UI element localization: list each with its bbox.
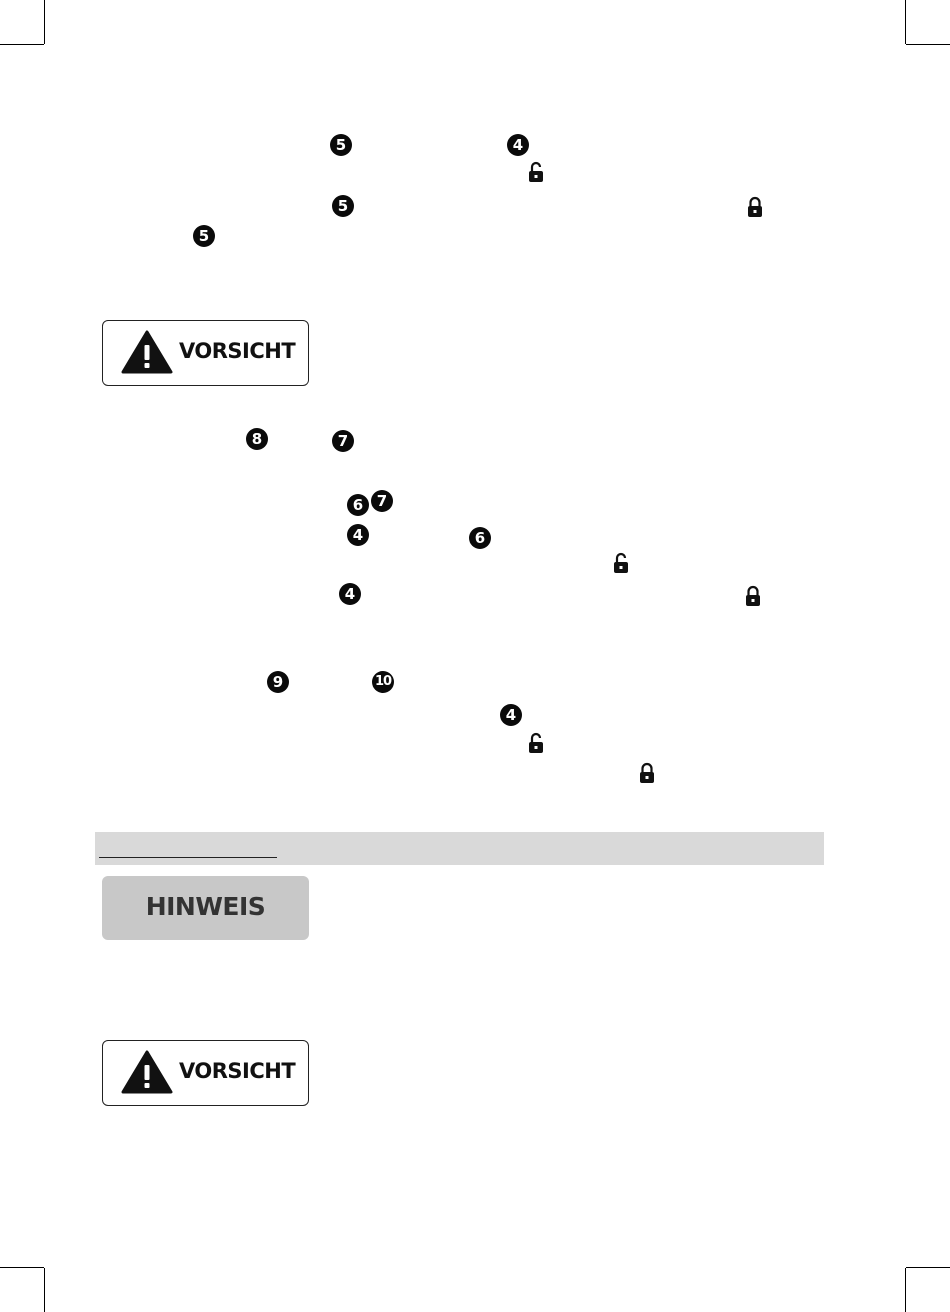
note-label: HINWEIS: [145, 892, 266, 921]
note-callout: [102, 876, 309, 940]
step-number-badge: 5: [330, 134, 352, 156]
crop-mark: [905, 0, 906, 44]
crop-mark: [0, 1267, 44, 1268]
caution-callout: [102, 320, 309, 386]
crop-mark: [906, 44, 950, 45]
lock-open-icon: [613, 552, 629, 574]
warning-triangle-icon: [121, 329, 173, 375]
crop-mark: [44, 0, 45, 44]
step-number-badge: 4: [500, 704, 522, 726]
lock-open-icon: [528, 161, 544, 183]
step-number-badge: 9: [267, 671, 289, 693]
lock-closed-icon: [639, 762, 655, 784]
lock-closed-icon: [747, 196, 763, 218]
step-number-badge: 5: [332, 195, 354, 217]
step-number-badge: 6: [347, 494, 369, 516]
lock-open-icon: [528, 732, 544, 754]
step-number-badge: 4: [339, 583, 361, 605]
crop-mark: [44, 1268, 45, 1312]
step-number-badge: 6: [469, 527, 491, 549]
step-number-badge: 7: [332, 430, 354, 452]
step-number-badge: 4: [507, 134, 529, 156]
step-number-badge: 5: [193, 225, 215, 247]
crop-mark: [0, 44, 44, 45]
section-heading-bar: [95, 832, 824, 865]
section-heading-underline: [99, 857, 277, 858]
caution-label: VORSICHT: [179, 339, 296, 363]
caution-label: VORSICHT: [179, 1059, 296, 1083]
caution-callout: [102, 1040, 309, 1106]
warning-triangle-icon: [121, 1049, 173, 1095]
step-number-badge: 8: [246, 428, 268, 450]
step-number-badge: 10: [372, 671, 394, 693]
lock-closed-icon: [745, 585, 761, 607]
crop-mark: [906, 1267, 950, 1268]
step-number-badge: 4: [347, 524, 369, 546]
crop-mark: [905, 1268, 906, 1312]
step-number-badge: 7: [371, 490, 393, 512]
